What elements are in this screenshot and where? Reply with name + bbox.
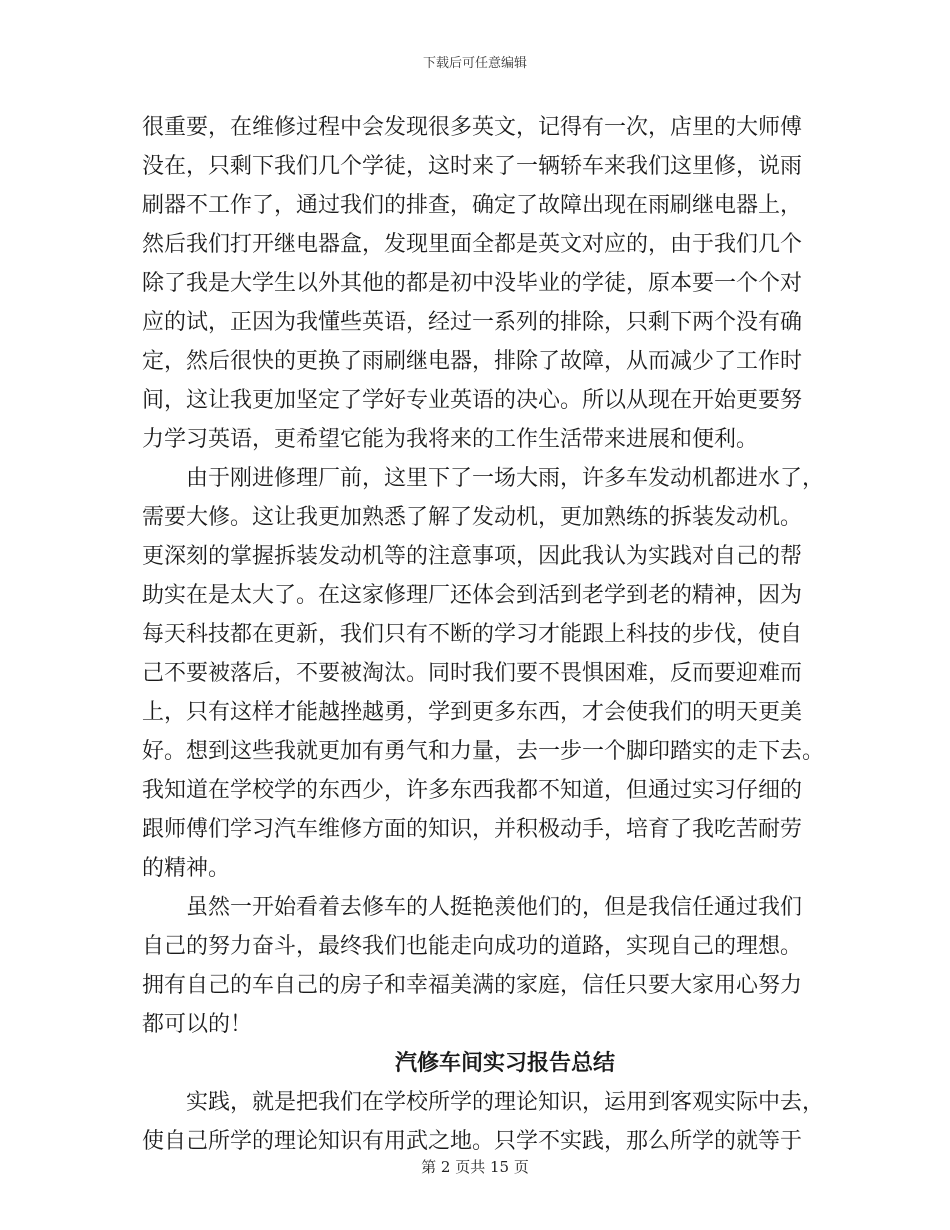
text-line: 我知道在学校学的东西少，许多东西我都不知道，但通过实习仔细的 [142, 778, 803, 803]
text-line: 更深刻的掌握拆装发动机等的注意事项，因此我认为实践对自己的帮 [142, 544, 803, 569]
text-line: 虽然一开始看着去修车的人挺艳羡他们的，但是我信任通过我们 [186, 895, 803, 920]
text-line: 刷器不工作了，通过我们的排查，确定了故障出现在雨刷继电器上， [142, 193, 803, 218]
section-title: 汽修车间实习报告总结 [394, 1050, 615, 1076]
text-line: 需要大修。这让我更加熟悉了解了发动机，更加熟练的拆装发动机。 [142, 505, 803, 530]
page-number-footer: 第 2 页共 15 页 [421, 1158, 529, 1176]
text-line: 助实在是太大了。在这家修理厂还体会到活到老学到老的精神，因为 [142, 583, 803, 608]
text-line: 间，这让我更加坚定了学好专业英语的决心。所以从现在开始更要努 [142, 388, 803, 413]
text-line: 定，然后很快的更换了雨刷继电器，排除了故障，从而减少了工作时 [142, 349, 803, 374]
text-line: 好。想到这些我就更加有勇气和力量，去一步一个脚印踏实的走下去。 [142, 739, 825, 764]
text-line: 上，只有这样才能越挫越勇，学到更多东西，才会使我们的明天更美 [142, 700, 803, 725]
text-line: 应的试，正因为我懂些英语，经过一系列的排除，只剩下两个没有确 [142, 310, 803, 335]
page-header: 下载后可任意编辑 [422, 56, 527, 71]
text-line: 跟师傅们学习汽车维修方面的知识，并积极动手，培育了我吃苦耐劳 [142, 817, 803, 842]
text-line: 己不要被落后，不要被淘汰。同时我们要不畏惧困难，反而要迎难而 [142, 661, 803, 686]
text-line: 自己的努力奋斗，最终我们也能走向成功的道路，实现自己的理想。 [142, 934, 803, 959]
text-line: 除了我是大学生以外其他的都是初中没毕业的学徒，原本要一个个对 [142, 271, 803, 296]
text-line: 力学习英语，更希望它能为我将来的工作生活带来进展和便利。 [142, 427, 759, 452]
text-line: 都可以的！ [142, 1012, 253, 1037]
text-line: 然后我们打开继电器盒，发现里面全都是英文对应的，由于我们几个 [142, 232, 803, 257]
text-line: 实践，就是把我们在学校所学的理论知识，运用到客观实际中去， [186, 1090, 825, 1115]
text-line: 使自己所学的理论知识有用武之地。只学不实践，那么所学的就等于 [142, 1129, 803, 1154]
text-line: 的精神。 [142, 856, 231, 881]
text-line: 每天科技都在更新，我们只有不断的学习才能跟上科技的步伐，使自 [142, 622, 803, 647]
document-body [142, 108, 825, 1161]
text-line: 很重要，在维修过程中会发现很多英文，记得有一次，店里的大师傅 [142, 115, 803, 140]
text-line: 由于刚进修理厂前，这里下了一场大雨，许多车发动机都进水了， [186, 466, 825, 491]
text-line: 拥有自己的车自己的房子和幸福美满的家庭，信任只要大家用心努力 [142, 973, 803, 998]
text-line: 没在，只剩下我们几个学徒，这时来了一辆轿车来我们这里修，说雨 [142, 154, 803, 179]
